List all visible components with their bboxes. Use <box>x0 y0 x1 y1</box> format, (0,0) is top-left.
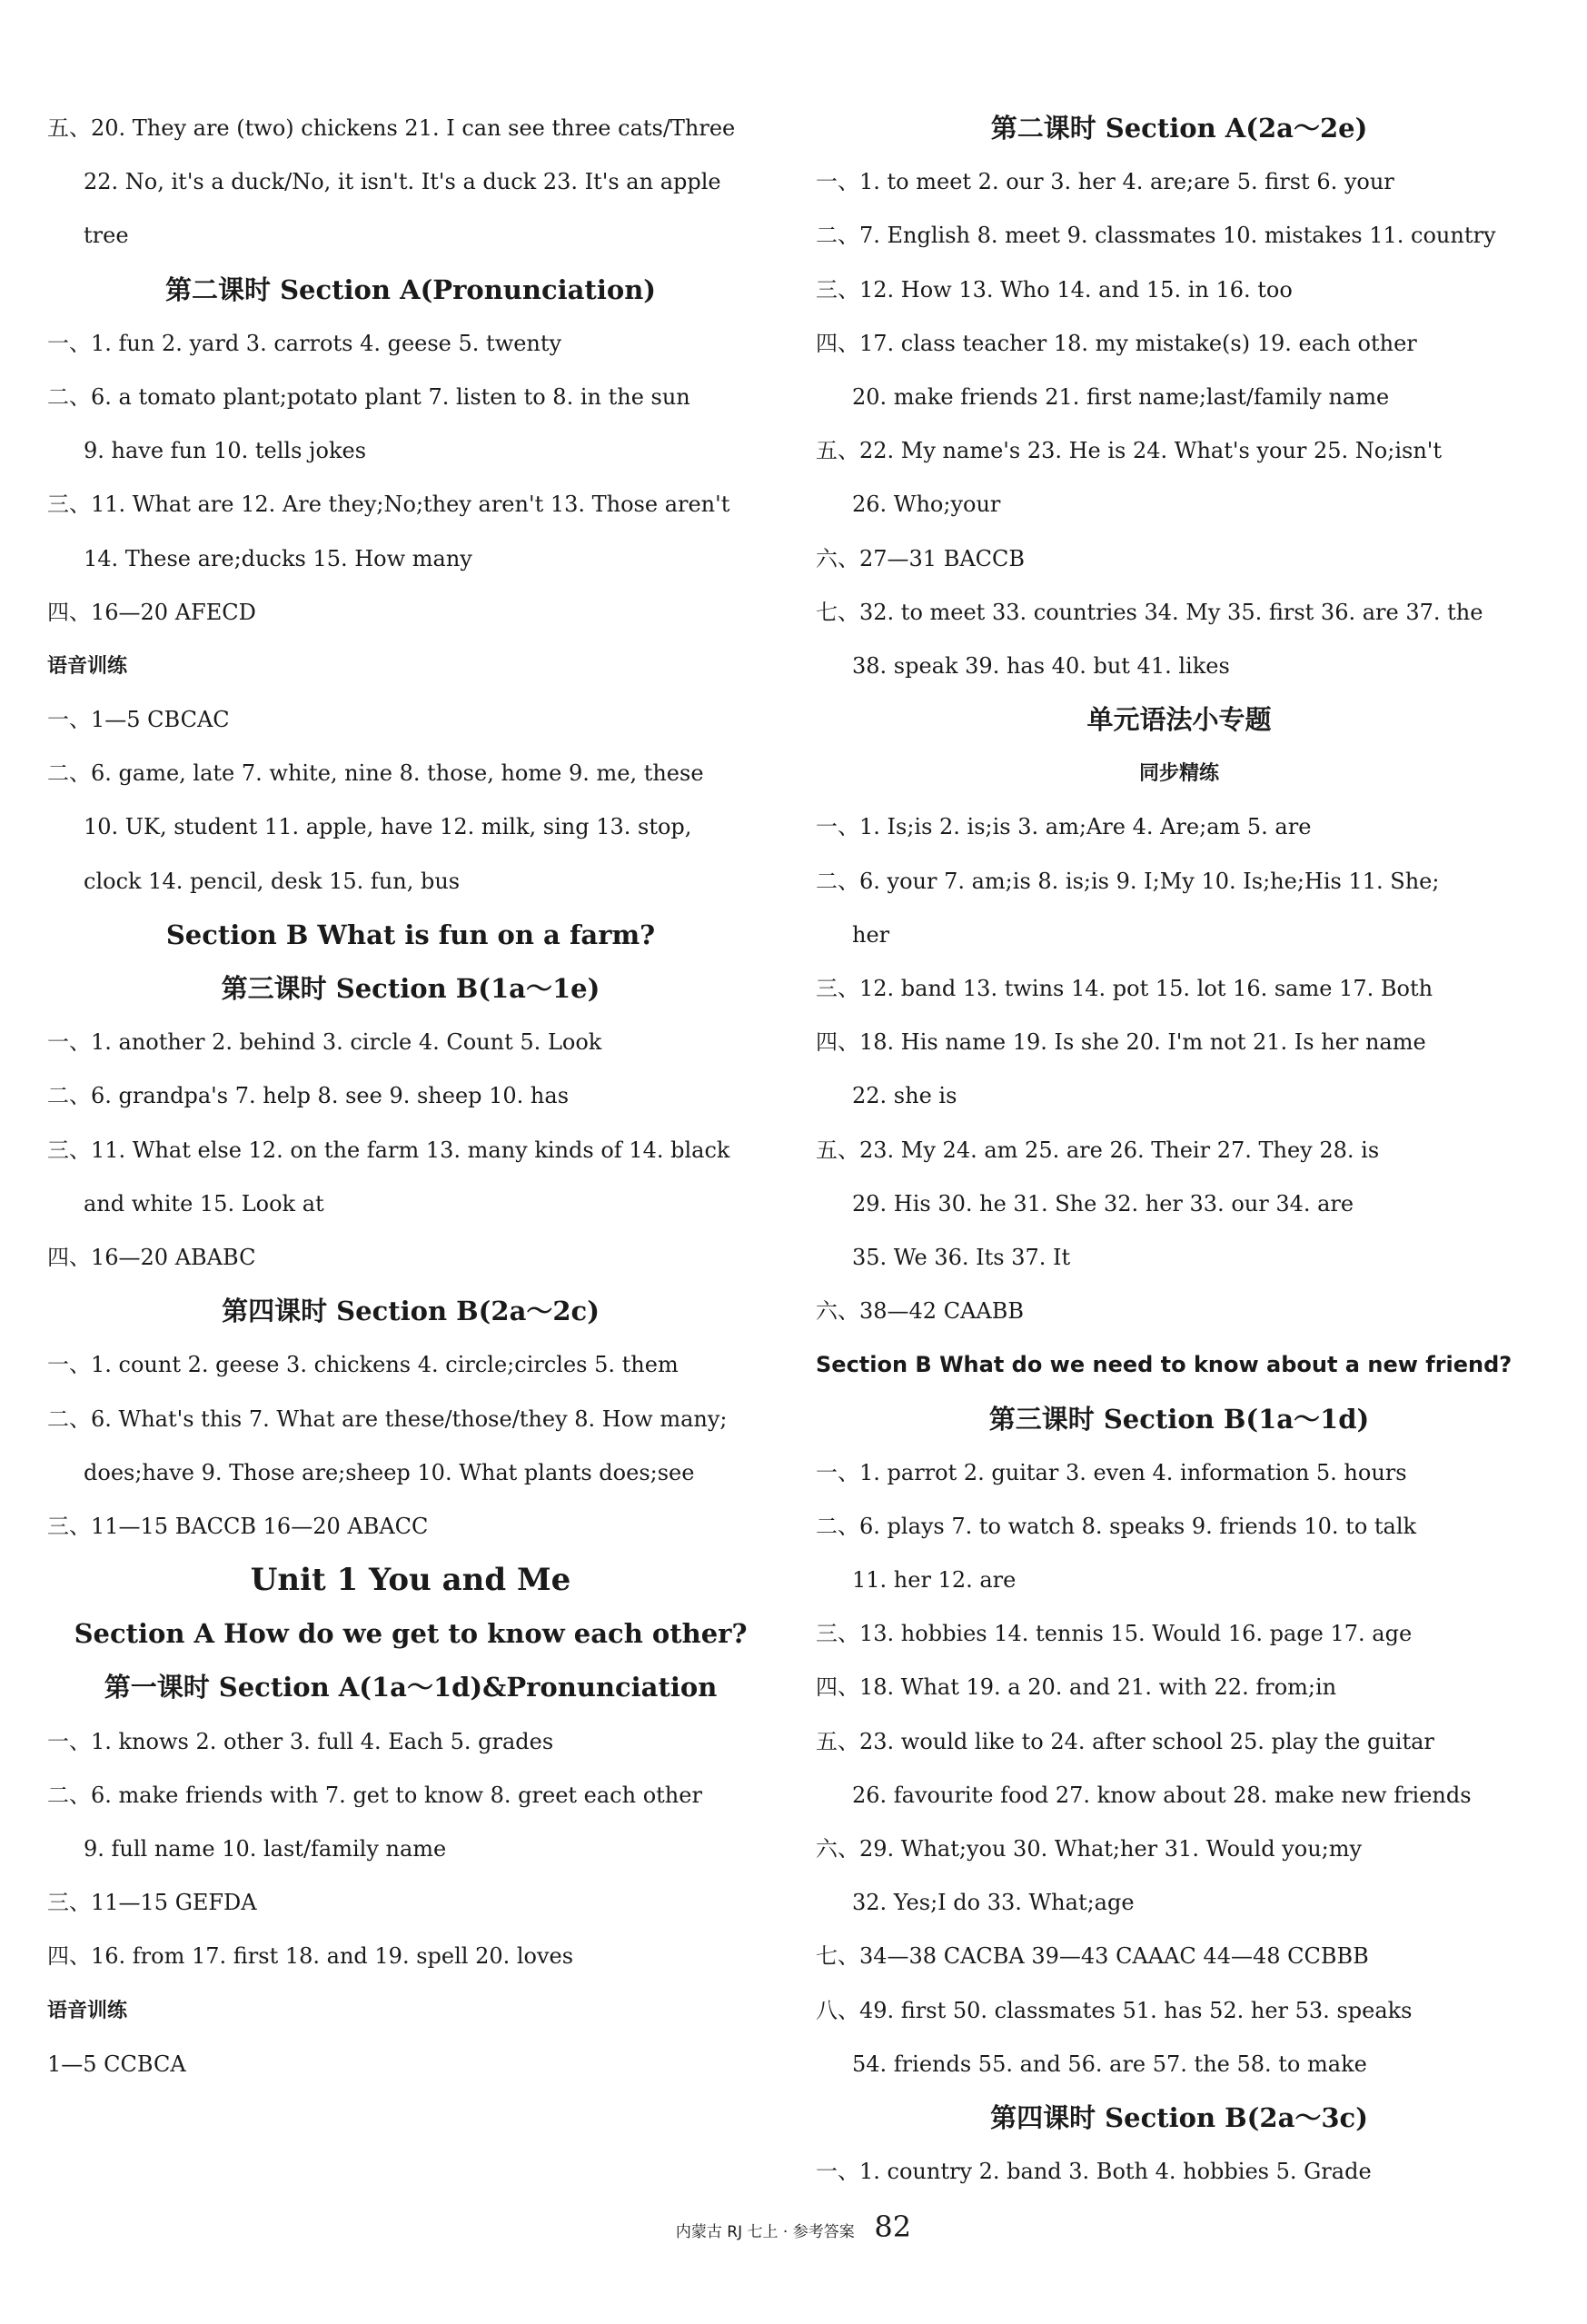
answer-line: 14. These are;ducks 15. How many <box>84 545 472 571</box>
answer-line: 四、16—20 ABABC <box>47 1244 256 1270</box>
section-heading: Unit 1 You and Me <box>250 1562 571 1599</box>
answer-line: 六、29. What;you 30. What;her 31. Would you;my <box>816 1836 1363 1862</box>
answer-line: 二、6. make friends with 7. get to know 8. greet each other <box>47 1782 702 1808</box>
answer-line: 二、6. a tomato plant;potato plant 7. listen to 8. in the sun <box>47 383 690 410</box>
answer-line: 二、6. plays 7. to watch 8. speaks 9. friends 10. to talk <box>816 1513 1417 1539</box>
answer-line: 三、11. What else 12. on the farm 13. many kinds of 14. black <box>47 1137 730 1163</box>
section-heading: 第二课时 Section A(Pronunciation) <box>164 273 656 305</box>
answer-line: 一、1. country 2. band 3. Both 4. hobbies 5. Grade <box>816 2159 1372 2185</box>
answer-line: 五、23. would like to 24. after school 25. play the guitar <box>816 1728 1434 1754</box>
answer-line: 二、6. grandpa's 7. help 8. see 9. sheep 10. has <box>47 1083 570 1109</box>
answer-line: and white 15. Look at <box>84 1190 324 1217</box>
answer-line: 七、32. to meet 33. countries 34. My 35. first 36. are 37. the <box>816 599 1483 625</box>
answer-line: does;have 9. Those are;sheep 10. What plants does;see <box>84 1459 695 1485</box>
page-number: 82 <box>874 2210 912 2244</box>
answer-line: 六、27—31 BACCB <box>816 545 1026 571</box>
answer-line: 20. make friends 21. first name;last/family name <box>852 383 1390 410</box>
answer-line: 38. speak 39. has 40. but 41. likes <box>852 652 1230 679</box>
answer-line: 一、1. count 2. geese 3. chickens 4. circle;circles 5. them <box>47 1352 679 1378</box>
answer-line: 三、11. What are 12. Are they;No;they aren't 13. Those aren't <box>47 492 730 518</box>
answer-line: 1—5 CCBCA <box>47 2051 186 2077</box>
answer-line: 三、12. band 13. twins 14. pot 15. lot 16. same 17. Both <box>816 976 1433 1001</box>
section-heading: Section B What is fun on a farm? <box>165 919 656 950</box>
section-heading: 语音训练 <box>47 654 128 678</box>
section-heading: 第四课时 Section B(2a～3c) <box>990 2101 1368 2133</box>
answer-line: 11. her 12. are <box>852 1567 1017 1594</box>
answer-line: 二、6. What's this 7. What are these/those/they 8. How many; <box>47 1405 728 1432</box>
answer-line: clock 14. pencil, desk 15. fun, bus <box>84 868 461 894</box>
answer-line: 10. UK, student 11. apple, have 12. milk, sing 13. stop, <box>84 814 692 840</box>
answer-line: 四、18. His name 19. Is she 20. I'm not 21. Is her name <box>816 1029 1426 1056</box>
section-heading: 语音训练 <box>47 1999 128 2022</box>
answer-line: 五、23. My 24. am 25. are 26. Their 27. They 28. is <box>816 1137 1380 1163</box>
answer-line: 三、13. hobbies 14. tennis 15. Would 16. page 17. age <box>816 1621 1413 1647</box>
answer-line: 一、1. knows 2. other 3. full 4. Each 5. grades <box>47 1728 554 1754</box>
right-column <box>816 102 1542 2199</box>
section-heading: Section A How do we get to know each other? <box>74 1618 748 1650</box>
answer-line: 五、20. They are (two) chickens 21. I can see three cats/Three <box>47 115 736 141</box>
section-heading: 第一课时 Section A(1a～1d)&Pronunciation <box>104 1672 718 1703</box>
answer-line: 26. Who;your <box>852 492 1001 518</box>
answer-line: 五、22. My name's 23. He is 24. What's your 25. No;isn't <box>816 438 1443 464</box>
answer-line: 二、6. game, late 7. white, nine 8. those, home 9. me, these <box>47 760 704 787</box>
answer-line: 26. favourite food 27. know about 28. make new friends <box>852 1782 1472 1808</box>
footer-label: 内蒙古 RJ 七上 · 参考答案 <box>675 2223 855 2241</box>
answer-line: 二、6. your 7. am;is 8. is;is 9. I;My 10. Is;he;His 11. She; <box>816 868 1440 894</box>
answer-line: 9. full name 10. last/family name <box>84 1836 447 1862</box>
answer-line: 三、11—15 BACCB 16—20 ABACC <box>47 1513 429 1539</box>
answer-line: 一、1. parrot 2. guitar 3. even 4. information 5. hours <box>816 1459 1407 1485</box>
answer-line: 9. have fun 10. tells jokes <box>84 438 367 464</box>
answer-line: 八、49. first 50. classmates 51. has 52. her 53. speaks <box>816 1997 1413 2023</box>
answer-line: 四、16—20 AFECD <box>47 599 256 625</box>
answer-line: 一、1. Is;is 2. is;is 3. am;Are 4. Are;am 5. are <box>816 814 1312 840</box>
answer-line: 六、38—42 CAABB <box>816 1298 1025 1325</box>
answer-line: 一、1. another 2. behind 3. circle 4. Count 5. Look <box>47 1029 602 1056</box>
section-heading: 单元语法小专题 <box>1086 704 1272 736</box>
answer-line: 四、16. from 17. first 18. and 19. spell 20. loves <box>47 1943 574 1970</box>
section-heading: 同步精练 <box>1138 762 1219 786</box>
section-heading: 第三课时 Section B(1a～1e) <box>221 973 600 1004</box>
answer-line: 三、11—15 GEFDA <box>47 1890 257 1916</box>
answer-line: 二、7. English 8. meet 9. classmates 10. mistakes 11. country <box>816 223 1496 249</box>
answer-line: 四、17. class teacher 18. my mistake(s) 19. each other <box>816 330 1417 356</box>
answer-line: 七、34—38 CACBA 39—43 CAAAC 44—48 CCBBB <box>816 1943 1369 1970</box>
answer-line: her <box>852 921 890 948</box>
answer-line: 35. We 36. Its 37. It <box>852 1244 1071 1270</box>
page-footer <box>0 2210 1587 2244</box>
answer-line: 22. she is <box>852 1083 957 1109</box>
answer-line: 29. His 30. he 31. She 32. her 33. our 34. are <box>852 1190 1354 1217</box>
answer-line: 一、1. to meet 2. our 3. her 4. are;are 5. first 6. your <box>816 169 1394 195</box>
section-heading: 第二课时 Section A(2a～2e) <box>990 113 1368 144</box>
left-column <box>47 102 774 2091</box>
answer-line: 四、18. What 19. a 20. and 21. with 22. from;in <box>816 1674 1337 1701</box>
section-heading: 第四课时 Section B(2a～2c) <box>222 1296 600 1327</box>
answer-line: 三、12. How 13. Who 14. and 15. in 16. too <box>816 276 1293 303</box>
answer-line: 一、1—5 CBCAC <box>47 707 230 733</box>
answer-line: 一、1. fun 2. yard 3. carrots 4. geese 5. twenty <box>47 330 562 356</box>
answer-line: 22. No, it's a duck/No, it isn't. It's a duck 23. It's an apple <box>84 169 721 195</box>
section-heading: 第三课时 Section B(1a～1d) <box>988 1403 1370 1435</box>
answer-line: tree <box>84 223 129 249</box>
answer-line: 32. Yes;I do 33. What;age <box>852 1890 1135 1916</box>
answer-line: 54. friends 55. and 56. are 57. the 58. to make <box>852 2051 1367 2077</box>
section-heading: Section B What do we need to know about a new friend? <box>816 1352 1513 1378</box>
